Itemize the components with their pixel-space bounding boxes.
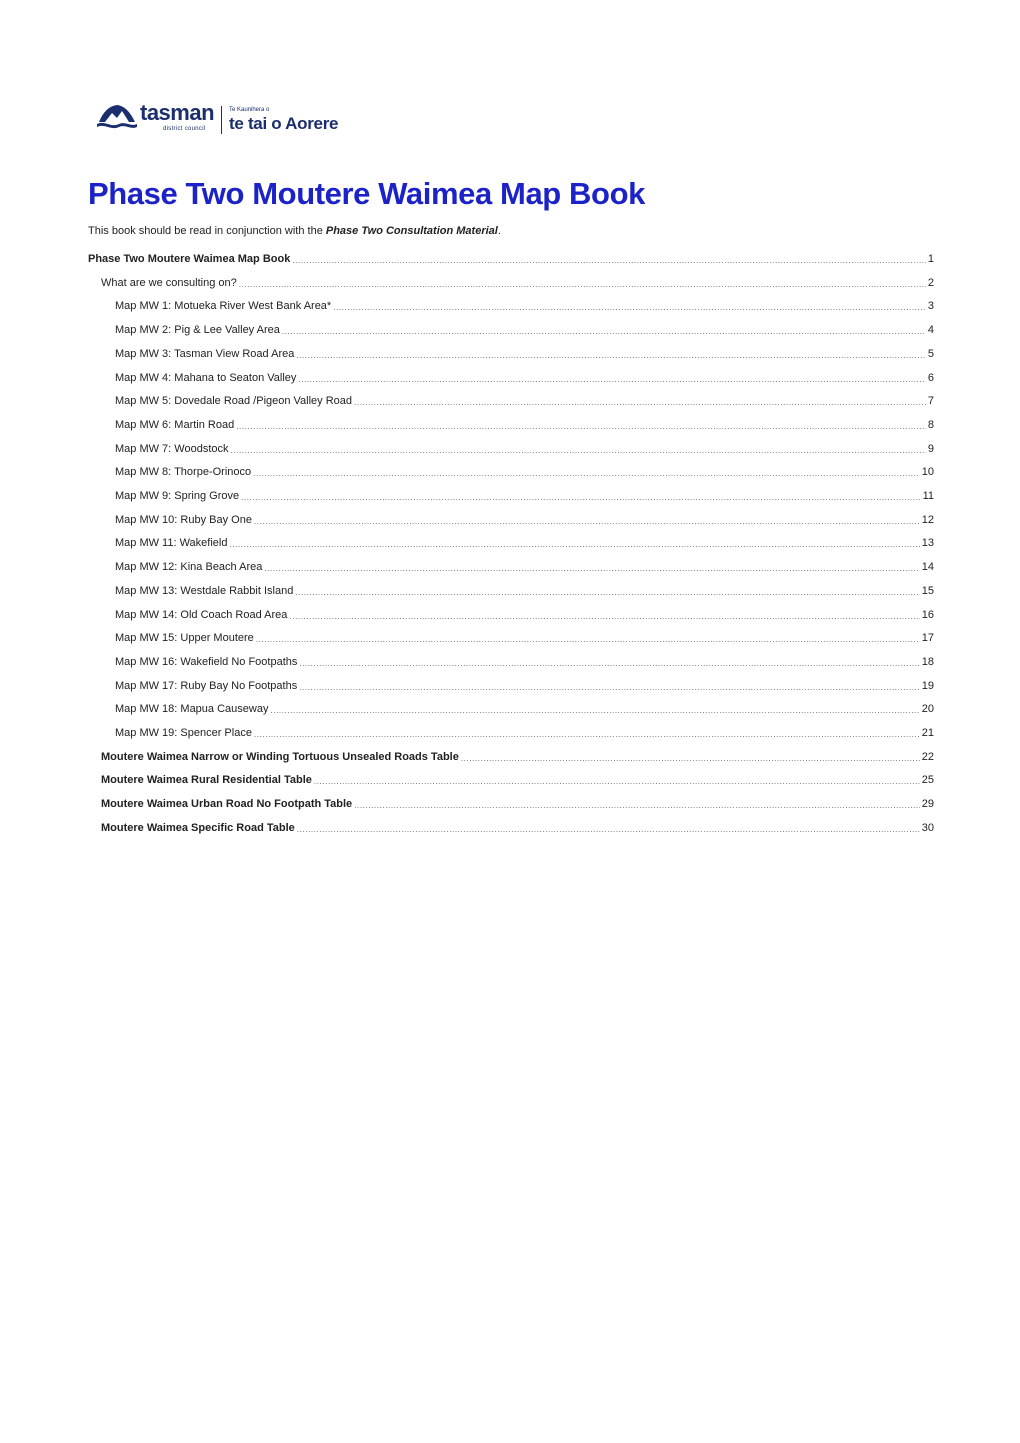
toc-dot-leader [298, 374, 925, 386]
toc-dot-leader [299, 658, 919, 670]
toc-entry[interactable] [101, 821, 934, 836]
logo-divider [221, 106, 222, 134]
toc-entry[interactable] [115, 702, 934, 717]
toc-dot-leader [239, 279, 926, 291]
toc-page-number: 2 [927, 276, 934, 289]
toc-page-number: 20 [921, 703, 934, 716]
toc-entry-label: Map MW 7: Woodstock [115, 442, 229, 455]
toc-page-number: 3 [927, 300, 934, 313]
intro-emphasis: Phase Two Consultation Material [325, 225, 498, 237]
toc-entry-label: Map MW 9: Spring Grove [115, 490, 240, 502]
toc-entry-label: Map MW 1: Motueka River West Bank Area* [115, 300, 332, 313]
toc-page-number: 18 [921, 655, 934, 668]
toc-entry[interactable] [115, 584, 934, 599]
toc-entry[interactable] [115, 347, 934, 362]
toc-entry[interactable] [115, 608, 934, 623]
toc-page-number: 7 [927, 395, 934, 408]
toc-dot-leader [299, 682, 920, 694]
toc-page-number: 9 [927, 442, 934, 455]
toc-page-number: 19 [921, 679, 934, 692]
toc-dot-leader [253, 468, 920, 480]
logo-wordmark: tasman [140, 100, 215, 125]
toc-page-number: 11 [922, 490, 934, 502]
toc-entry[interactable] [115, 371, 934, 386]
toc-entry[interactable] [88, 252, 934, 267]
toc-dot-leader [295, 587, 919, 599]
toc-page-number: 6 [927, 371, 934, 384]
toc-dot-leader [264, 563, 919, 575]
toc-entry[interactable] [115, 442, 934, 457]
toc-entry[interactable] [101, 773, 934, 788]
toc-dot-leader [297, 824, 920, 836]
toc-page-number: 10 [921, 466, 934, 479]
intro-before: This book should be read in conjunction with the [88, 225, 326, 237]
toc-entry-label: Moutere Waimea Rural Residential Table [101, 774, 312, 787]
toc-dot-leader [254, 729, 920, 741]
page-title: Phase Two Moutere Waimea Map Book [88, 176, 645, 211]
toc-page-number: 25 [921, 774, 934, 787]
logo-maori-name: te tai o Aorere [229, 114, 339, 133]
toc-dot-leader [314, 776, 920, 788]
toc-entry[interactable] [115, 513, 934, 528]
toc-dot-leader [354, 800, 920, 812]
toc-page-number: 8 [927, 418, 934, 431]
toc-dot-leader [354, 397, 926, 409]
toc-entry-label: Phase Two Moutere Waimea Map Book [88, 253, 291, 265]
toc-dot-leader [282, 326, 926, 338]
toc-entry[interactable] [115, 394, 934, 409]
toc-entry[interactable] [115, 489, 934, 504]
toc-entry[interactable] [101, 797, 934, 812]
toc-dot-leader [333, 302, 926, 314]
toc-entry[interactable] [115, 536, 934, 551]
toc-dot-leader [231, 445, 926, 457]
toc-entry-label: Map MW 18: Mapua Causeway [115, 703, 269, 716]
toc-entry-label: Map MW 19: Spencer Place [115, 727, 252, 739]
toc-entry[interactable] [115, 465, 934, 480]
toc-dot-leader [461, 753, 920, 765]
toc-entry[interactable] [101, 276, 934, 291]
toc-page-number: 17 [921, 632, 934, 645]
toc-entry[interactable] [115, 560, 934, 575]
toc-page-number: 29 [921, 798, 934, 811]
toc-entry-label: Map MW 11: Wakefield [115, 537, 228, 550]
toc-entry-label: Map MW 2: Pig & Lee Valley Area [115, 324, 280, 337]
toc-page-number: 12 [921, 513, 934, 526]
toc-entry-label: Map MW 12: Kina Beach Area [115, 561, 263, 574]
toc-dot-leader [289, 611, 919, 623]
toc-dot-leader [254, 516, 920, 528]
logo-subtitle: district council [163, 126, 206, 132]
toc-page-number: 22 [921, 750, 934, 763]
toc-entry-label: Map MW 16: Wakefield No Footpaths [115, 655, 298, 668]
toc-entry-label: Moutere Waimea Specific Road Table [101, 821, 295, 834]
toc-page-number: 13 [921, 537, 934, 550]
toc-entry[interactable] [115, 655, 934, 670]
logo-maori-small: Te Kaunihera o [229, 107, 270, 113]
toc-entry-label: Map MW 13: Westdale Rabbit Island [115, 584, 294, 597]
toc-entry[interactable] [115, 679, 934, 694]
toc-dot-leader [256, 634, 920, 646]
intro-after: . [497, 225, 501, 237]
intro-text [88, 224, 501, 239]
toc-entry-label: Map MW 14: Old Coach Road Area [115, 608, 288, 621]
toc-entry[interactable] [115, 299, 934, 314]
toc-entry-label: Moutere Waimea Urban Road No Footpath Table [101, 798, 353, 811]
toc-entry-label: Moutere Waimea Narrow or Winding Tortuous Unsealed Roads Table [101, 750, 459, 763]
toc-dot-leader [296, 350, 926, 362]
toc-entry-label: Map MW 4: Mahana to Seaton Valley [115, 371, 297, 384]
toc-page-number: 5 [927, 347, 934, 360]
toc-entry[interactable] [115, 631, 934, 646]
toc-entry[interactable] [115, 726, 934, 741]
toc-dot-leader [229, 539, 919, 551]
toc-entry-label: Map MW 5: Dovedale Road /Pigeon Valley Road [115, 395, 353, 408]
toc-entry-label: Map MW 15: Upper Moutere [115, 632, 254, 645]
toc-entry-label: Map MW 8: Thorpe-Orinoco [115, 466, 252, 479]
toc-entry-label: Map MW 10: Ruby Bay One [115, 513, 252, 526]
toc-entry-label: Map MW 17: Ruby Bay No Footpaths [115, 679, 298, 692]
toc-entry-label: What are we consulting on? [101, 276, 237, 289]
toc-entry[interactable] [115, 323, 934, 338]
toc-page-number: 14 [921, 561, 934, 574]
toc-page-number: 15 [921, 584, 934, 597]
toc-page-number: 16 [921, 608, 934, 621]
toc-page-number: 30 [921, 821, 934, 834]
toc-dot-leader [236, 421, 926, 433]
mountain-wave-logo-icon [97, 100, 137, 132]
toc-page-number: 21 [921, 727, 934, 739]
toc-dot-leader [241, 492, 920, 504]
toc-dot-leader [292, 255, 926, 267]
toc-entry-label: Map MW 3: Tasman View Road Area [115, 347, 295, 360]
toc-entry[interactable] [115, 418, 934, 433]
toc-page-number: 4 [927, 324, 934, 337]
toc-page-number: 1 [927, 253, 934, 265]
toc-dot-leader [270, 705, 919, 717]
toc-entry[interactable] [101, 750, 934, 765]
council-logo [97, 100, 357, 138]
toc-entry-label: Map MW 6: Martin Road [115, 418, 235, 431]
